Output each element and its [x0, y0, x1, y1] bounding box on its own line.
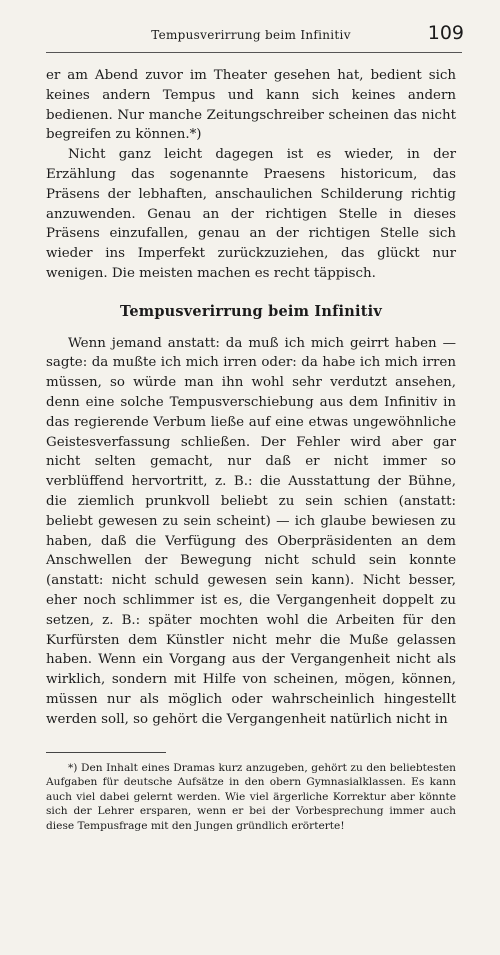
- section-heading: Tempusverirrung beim Infinitiv: [120, 302, 382, 320]
- running-title: Tempusverirrung beim Infinitiv: [151, 28, 351, 42]
- running-head: [46, 0, 464, 66]
- footnote: *) Den Inhalt eines Dramas kurz anzugeben, gehört zu den beliebtesten Aufgaben für deutsche Aufsätze in den obern Gymnasialklassen. Es kann auch viel dabei gelernt werden. Wie viel ärgerliche Korrektur aber könnte sich der Lehrer ersparen, wenn er bei der Vorbesprechung immer auch diese Tempusfrage mit den Jungen gründlich erörterte!: [46, 761, 456, 832]
- paragraph-continuation: er am Abend zuvor im Theater gesehen hat, bedient sich keines andern Tempus und kann sich keines andern bedienen. Nur manche Zeitungschreiber scheinen das nicht begreifen zu können.*): [46, 68, 456, 143]
- paragraph-praesens: Nicht ganz leicht dagegen ist es wieder, in der Erzählung das sogenannte Praesens historicum, das Präsens der lebhaften, anschaulichen Schilderung richtig anzuwenden. Genau an der richtigen Stelle in dieses Präsens einzufallen, genau an der richtigen Stelle sich wieder ins Imperfekt zurückzuziehen, das glückt nur wenigen. Die meisten machen es recht täppisch.: [46, 147, 456, 281]
- header-rule: [46, 52, 462, 53]
- body-text: [46, 66, 456, 730]
- page-number: 109: [427, 22, 464, 44]
- paragraph-infinitiv: Wenn jemand anstatt: da muß ich mich geirrt haben — sagte: da mußte ich mich irren oder: da habe ich mich irren müssen, so würde man ihn wohl sehr verdutzt ansehen, denn eine solche Tempusverschiebung aus dem Infinitiv in das regierende Verbum ließe auf eine etwas ungewöhnliche Geistesverfassung schließen. Der Fehler wird aber gar nicht selten gemacht, nur daß er nicht immer so verblüffend hervortritt, z. B.: die Ausstattung der Bühne, die ziemlich prunkvoll beliebt zu sein schien (anstatt: beliebt gewesen zu sein scheint) — ich glaube bewiesen zu haben, daß die Verfügung des Oberpräsidenten an dem Anschwellen der Bewegung nicht schuld sein konnte (anstatt: nicht schuld gewesen sein kann). Nicht besser, eher noch schlimmer ist es, die Vergangenheit doppelt zu setzen, z. B.: später mochten wohl die Arbeiten für den Kurfürsten dem Künstler nicht mehr die Muße gelassen haben. Wenn ein Vorgang aus der Vergangenheit nicht als wirklich, sondern mit Hilfe von scheinen, mögen, können, müssen nur als möglich oder wahrscheinlich hingestellt werden soll, so gehört die Vergangenheit natürlich nicht in: [46, 335, 456, 727]
- footnote-rule: [46, 752, 166, 753]
